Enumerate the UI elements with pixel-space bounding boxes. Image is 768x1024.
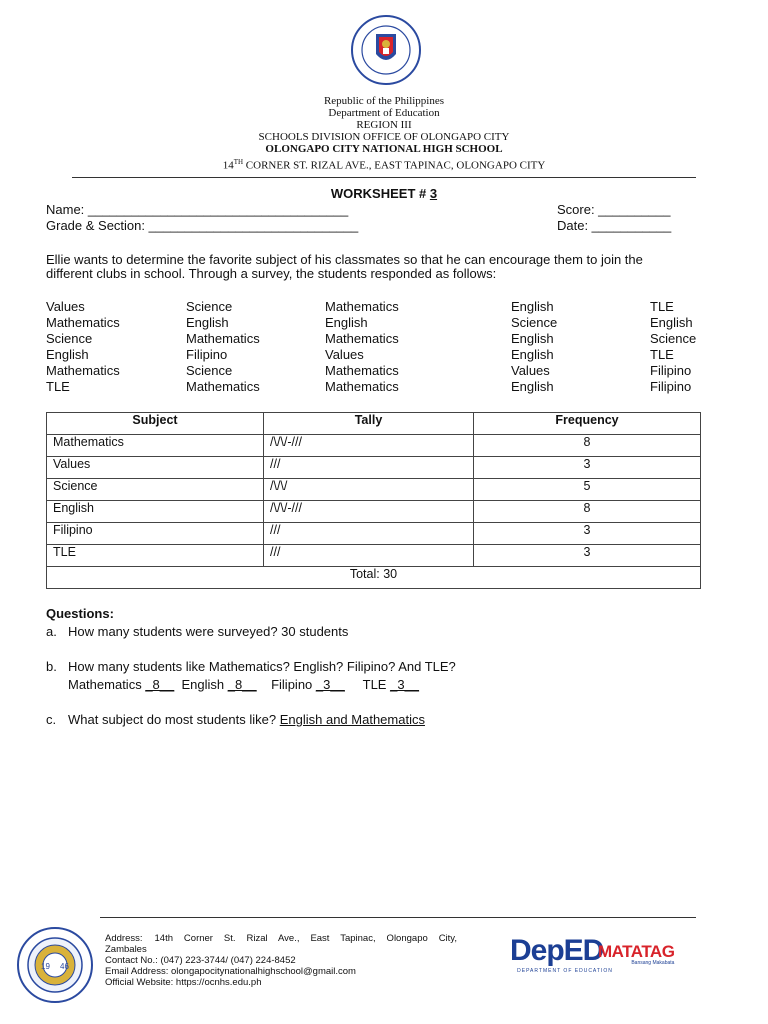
footer-contact: Contact No.: (047) 223-3744/ (047) 224-8452: [105, 955, 296, 966]
footer-website: Official Website: https://ocnhs.edu.ph: [105, 977, 262, 988]
survey-cell: Science: [46, 331, 93, 346]
cell-frequency: 3: [474, 545, 701, 567]
cell-tally: /\/\/-///: [264, 435, 474, 457]
column-header-frequency: Frequency: [474, 413, 701, 435]
survey-cell: Mathematics: [46, 315, 120, 330]
survey-cell: Science: [186, 363, 233, 378]
survey-cell: English: [511, 299, 554, 314]
deped-seal: [346, 14, 426, 86]
deped-subtitle: DEPARTMENT OF EDUCATION: [517, 968, 613, 974]
school-seal: [16, 926, 94, 1004]
header-address: 14TH CORNER ST. RIZAL AVE., EAST TAPINAC, OLONGAPO CITY: [222, 158, 546, 172]
cell-subject: Science: [47, 479, 264, 501]
questions-heading: Questions:: [46, 606, 114, 621]
cell-subject: English: [47, 501, 264, 523]
header-department: Department of Education: [328, 107, 440, 119]
survey-cell: Mathematics: [186, 331, 260, 346]
cell-frequency: 5: [474, 479, 701, 501]
cell-subject: Mathematics: [47, 435, 264, 457]
matatag-wordmark: MATATAG: [598, 942, 675, 961]
footer-address-2: Zambales: [105, 944, 147, 955]
question-b-marker: b.: [46, 659, 57, 674]
survey-cell: Filipino: [650, 379, 692, 394]
frequency-table: [46, 412, 701, 589]
survey-cell: Values: [46, 299, 85, 314]
cell-tally: /\/\/: [264, 479, 474, 501]
cell-tally: ///: [264, 523, 474, 545]
column-header-subject: Subject: [47, 413, 264, 435]
worksheet-title: WORKSHEET # 3: [330, 186, 438, 201]
seal-year-right: 46: [60, 962, 69, 971]
table-total-row: [47, 567, 701, 589]
cell-frequency: 3: [474, 457, 701, 479]
survey-cell: English: [511, 331, 554, 346]
survey-cell: TLE: [650, 347, 674, 362]
survey-cell: Mathematics: [325, 299, 399, 314]
question-a-marker: a.: [46, 624, 57, 639]
footer-address: Address: 14th Corner St. Rizal Ave., East Tapinac, Olongapo City,: [105, 933, 457, 944]
survey-cell: English: [511, 347, 554, 362]
table-header-row: [47, 413, 701, 435]
cell-subject: Filipino: [47, 523, 264, 545]
survey-cell: Mathematics: [46, 363, 120, 378]
date-field: Date: ___________: [557, 218, 672, 233]
matatag-logo: [598, 942, 674, 966]
table-row: [47, 501, 701, 523]
question-b-answers: Mathematics _8__ English _8__ Filipino _3__ TLE _3__: [68, 677, 420, 692]
survey-cell: Values: [511, 363, 550, 378]
intro-line-1: Ellie wants to determine the favorite subject of his classmates so that he can encourage them to join the: [46, 252, 643, 267]
table-row: [47, 545, 701, 567]
cell-frequency: 8: [474, 435, 701, 457]
footer-email: Email Address: olongapocitynationalhighschool@gmail.com: [105, 966, 356, 977]
intro-line-2: different clubs in school. Through a survey, the students responded as follows:: [46, 266, 497, 281]
table-row: [47, 523, 701, 545]
cell-tally: /\/\/-///: [264, 501, 474, 523]
question-a-text: How many students were surveyed? 30 students: [68, 624, 349, 639]
deped-wordmark: DepED: [510, 934, 604, 967]
cell-subject: TLE: [47, 545, 264, 567]
survey-cell: Filipino: [650, 363, 692, 378]
survey-cell: Mathematics: [325, 363, 399, 378]
name-field: Name: ____________________________________: [46, 202, 349, 217]
question-c-text: What subject do most students like? English and Mathematics: [68, 712, 425, 727]
survey-cell: Mathematics: [325, 331, 399, 346]
survey-cell: English: [186, 315, 229, 330]
grade-section-field: Grade & Section: _____________________________: [46, 218, 359, 233]
survey-cell: TLE: [650, 299, 674, 314]
cell-tally: ///: [264, 457, 474, 479]
survey-cell: Filipino: [186, 347, 228, 362]
survey-cell: Mathematics: [325, 379, 399, 394]
cell-tally: ///: [264, 545, 474, 567]
survey-cell: English: [46, 347, 89, 362]
table-row: [47, 479, 701, 501]
survey-cell: English: [650, 315, 693, 330]
cell-frequency: 8: [474, 501, 701, 523]
survey-cell: Science: [186, 299, 233, 314]
header-school: OLONGAPO CITY NATIONAL HIGH SCHOOL: [265, 143, 503, 155]
matatag-subtitle: Bansang Makabata: [631, 960, 675, 966]
cell-frequency: 3: [474, 523, 701, 545]
survey-cell: English: [325, 315, 368, 330]
question-b-text: How many students like Mathematics? English? Filipino? And TLE?: [68, 659, 456, 674]
question-c-marker: c.: [46, 712, 57, 727]
table-row: [47, 435, 701, 457]
survey-cell: Values: [325, 347, 364, 362]
survey-cell: Mathematics: [186, 379, 260, 394]
header-division: SCHOOLS DIVISION OFFICE OF OLONGAPO CITY: [258, 131, 510, 143]
table-row: [47, 457, 701, 479]
cell-subject: Values: [47, 457, 264, 479]
footer-divider: [100, 917, 696, 918]
survey-cell: Science: [650, 331, 697, 346]
header-region: REGION III: [356, 119, 412, 131]
column-header-tally: Tally: [264, 413, 474, 435]
cell-total: Total: 30: [47, 567, 701, 589]
header-republic: Republic of the Philippines: [323, 95, 445, 107]
header-divider: [72, 177, 696, 178]
survey-cell: Science: [511, 315, 558, 330]
survey-cell: TLE: [46, 379, 70, 394]
footer-contact-block: [105, 933, 457, 988]
seal-year-left: 19: [41, 962, 50, 971]
survey-cell: English: [511, 379, 554, 394]
score-field: Score: __________: [557, 202, 671, 217]
